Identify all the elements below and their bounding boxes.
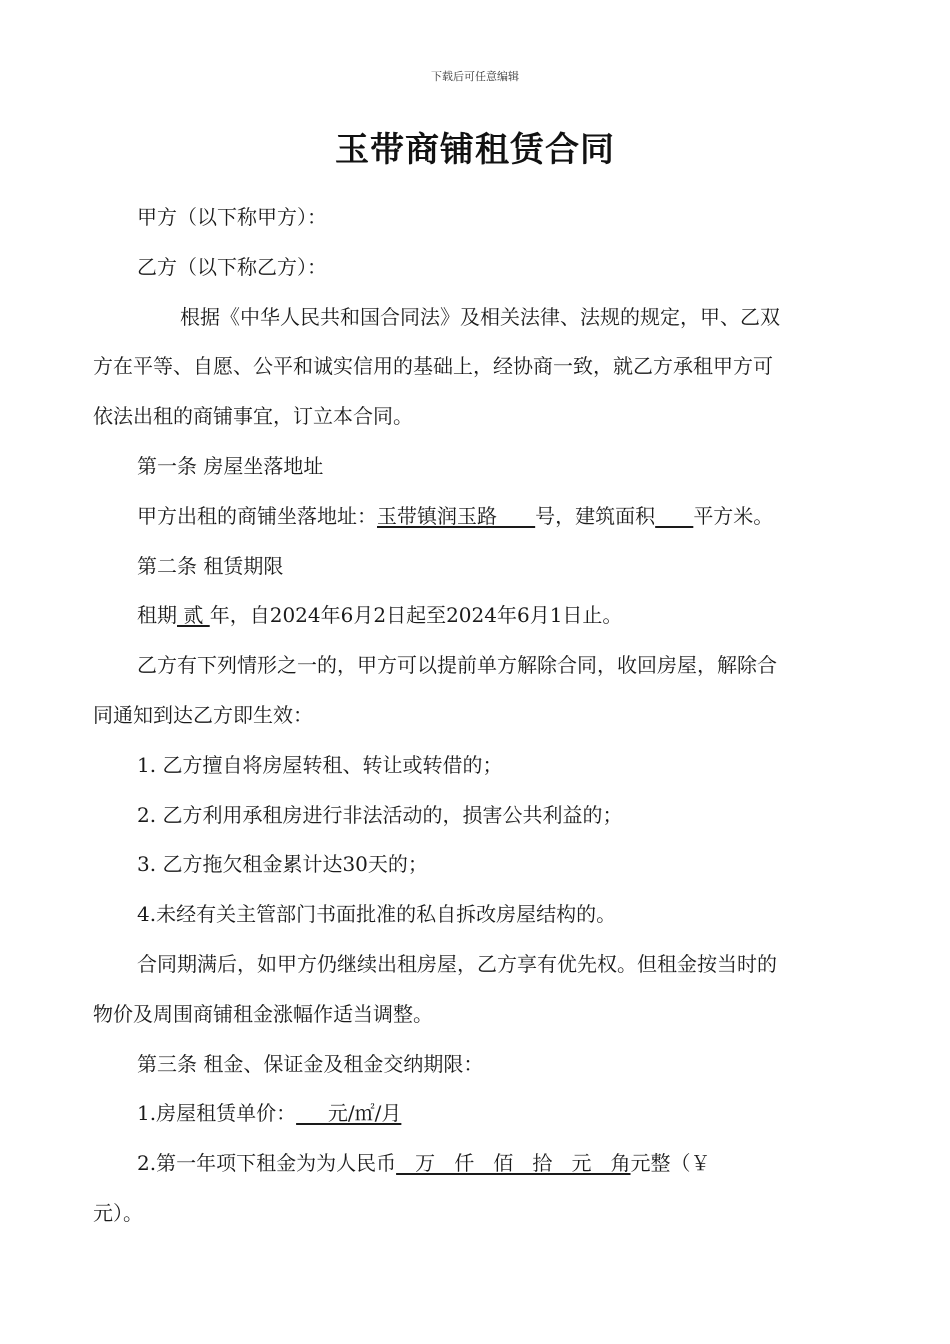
unit-price-line xyxy=(137,1099,401,1127)
termination-item-3: 3. 乙方拖欠租金累计达30天的； xyxy=(137,852,428,876)
annual-rent-prefix: 2.第一年项下租金为为人民币 xyxy=(137,1151,397,1175)
preamble-line-1: 根据《中华人民共和国合同法》及相关法律、法规的规定，甲、乙双 xyxy=(180,305,780,329)
party-b-line: 乙方（以下称乙方）： xyxy=(137,255,327,279)
annual-rent-suffix: 元整（￥ xyxy=(630,1151,711,1175)
annual-rent-value: 万 仟 佰 拾 元 角 xyxy=(396,1151,631,1175)
unit-price-value: 元/㎡/月 xyxy=(296,1101,402,1125)
term-prefix: 租期 xyxy=(137,603,177,627)
renewal-line-1: 合同期满后，如甲方仍继续出租房屋，乙方享有优先权。但租金按当时的 xyxy=(137,952,777,976)
term-value: 贰 xyxy=(177,603,210,627)
termination-line-1: 乙方有下列情形之一的，甲方可以提前单方解除合同，收回房屋，解除合 xyxy=(137,653,777,677)
document-title: 玉带商铺租赁合同 xyxy=(335,130,615,170)
article-1-heading: 第一条 房屋坐落地址 xyxy=(137,454,324,478)
term-line xyxy=(137,601,622,629)
address-suffix: 号，建筑面积 xyxy=(535,504,656,528)
term-suffix: 年，自2024年6月2日起至2024年6月1日止。 xyxy=(209,603,623,627)
article-2-heading: 第二条 租赁期限 xyxy=(137,554,284,578)
address-line xyxy=(137,502,773,530)
preamble-line-3: 依法出租的商铺事宜，订立本合同。 xyxy=(93,404,413,428)
area-unit: 平方米。 xyxy=(693,504,774,528)
annual-rent-line xyxy=(137,1149,711,1177)
preamble-line-2: 方在平等、自愿、公平和诚实信用的基础上，经协商一致，就乙方承租甲方可 xyxy=(93,354,773,378)
address-value: 玉带镇润玉路 xyxy=(377,504,536,528)
area-blank xyxy=(655,504,693,528)
header-note: 下载后可任意编辑 xyxy=(431,70,519,83)
termination-item-2: 2. 乙方利用承租房进行非法活动的，损害公共利益的； xyxy=(137,803,623,827)
unit-price-prefix: 1.房屋租赁单价： xyxy=(137,1101,297,1125)
termination-line-2: 同通知到达乙方即生效： xyxy=(93,703,313,727)
article-3-heading: 第三条 租金、保证金及租金交纳期限： xyxy=(137,1052,484,1076)
party-a-line: 甲方（以下称甲方）： xyxy=(137,205,327,229)
renewal-line-2: 物价及周围商铺租金涨幅作适当调整。 xyxy=(93,1002,433,1026)
annual-rent-line-2: 元）。 xyxy=(93,1201,143,1225)
termination-item-1: 1. 乙方擅自将房屋转租、转让或转借的； xyxy=(137,753,503,777)
termination-item-4: 4.未经有关主管部门书面批准的私自拆改房屋结构的。 xyxy=(137,902,617,926)
address-prefix: 甲方出租的商铺坐落地址： xyxy=(137,504,377,528)
